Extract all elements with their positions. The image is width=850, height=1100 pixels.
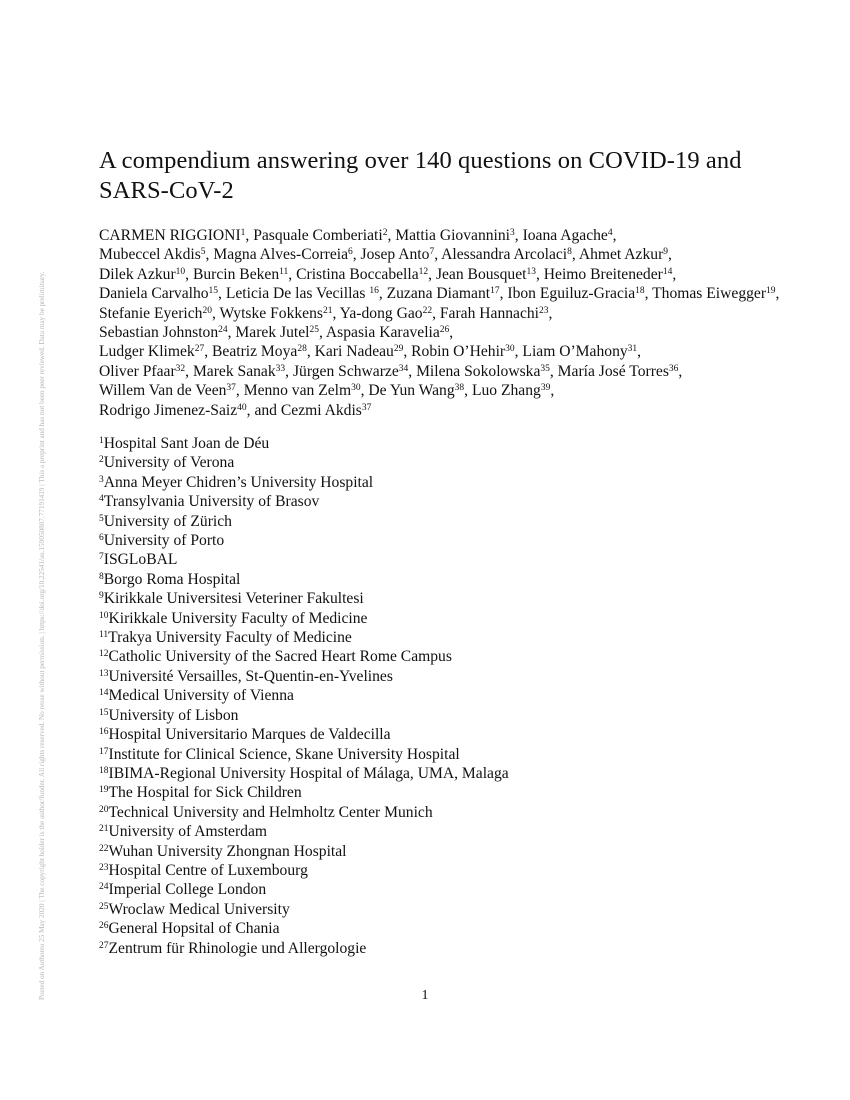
author-name: Daniela Carvalho <box>99 285 209 303</box>
author-separator: , <box>464 382 472 400</box>
author-line <box>99 323 799 342</box>
author-separator: , <box>549 362 558 380</box>
title-line-1: A compendium answering over 140 questions on COVID-19 and <box>99 147 742 174</box>
side-watermark <box>30 140 46 1000</box>
author-name: Leticia De las Vecillas <box>225 285 370 303</box>
affiliation-name: Wuhan University Zhongnan Hospital <box>108 842 347 860</box>
affiliation-marker: 8 <box>567 247 572 258</box>
affiliation-marker: 21 <box>322 305 333 316</box>
author-separator: , <box>775 285 780 303</box>
author-separator: , <box>678 362 683 380</box>
author-line <box>99 381 799 400</box>
affiliation-number: 11 <box>99 630 109 641</box>
affiliation-number: 1 <box>99 436 104 446</box>
author-separator: , <box>285 362 293 380</box>
affiliation-marker: 1 <box>240 228 246 238</box>
affiliation-number: 4 <box>99 494 104 505</box>
affiliation-name: University of Amsterdam <box>108 823 268 841</box>
affiliation-number: 26 <box>99 921 109 932</box>
affiliation-item <box>99 803 799 822</box>
affiliation-name: IBIMA-Regional University Hospital of Málaga, UMA, Malaga <box>108 764 509 782</box>
affiliation-number: 16 <box>99 727 109 738</box>
affiliation-marker: 9 <box>663 247 669 258</box>
affiliation-name: Hospital Sant Joan de Déu <box>103 435 270 452</box>
author-separator: , <box>637 343 642 361</box>
affiliation-item <box>99 725 799 744</box>
author-separator: , <box>288 265 297 283</box>
author-name: Beatriz Moya <box>212 343 298 361</box>
author-name: Marek Jutel <box>235 324 310 342</box>
author-name: Cristina Boccabella <box>296 265 419 283</box>
author-name: Zuzana Diamant <box>386 285 491 303</box>
author-separator: , <box>612 227 617 244</box>
affiliation-name: University of Porto <box>103 532 225 550</box>
affiliation-item <box>99 531 799 550</box>
affiliation-number: 3 <box>99 474 104 485</box>
author-separator: , <box>204 343 212 361</box>
author-name: Willem Van de Veen <box>99 382 227 400</box>
affiliation-item <box>99 512 799 531</box>
affiliation-item <box>99 473 799 492</box>
affiliation-marker: 33 <box>275 363 286 374</box>
author-separator: , <box>499 285 508 303</box>
author-separator: , <box>408 362 417 380</box>
affiliation-name: University of Zürich <box>103 512 232 530</box>
affiliation-marker: 6 <box>348 247 353 258</box>
affiliation-item <box>99 861 799 880</box>
affiliation-number: 20 <box>99 804 109 815</box>
affiliation-name: Hospital Universitario Marques de Valdecilla <box>108 726 391 744</box>
author-name: Wytske Fokkens <box>219 304 323 322</box>
affiliation-marker: 5 <box>200 247 206 258</box>
affiliation-name: Technical University and Helmholtz Center Munich <box>108 803 433 821</box>
affiliation-marker: 37 <box>361 402 372 413</box>
affiliation-item <box>99 706 799 725</box>
affiliation-marker: 7 <box>429 247 435 258</box>
affiliation-number: 15 <box>99 707 109 718</box>
author-name: Aspasia Karavelia <box>325 324 440 342</box>
affiliation-marker: 15 <box>208 286 219 297</box>
affiliation-marker: 12 <box>418 266 429 277</box>
author-separator: , <box>218 285 226 303</box>
author-separator: , <box>245 227 254 244</box>
affiliation-marker: 34 <box>398 363 409 374</box>
author-separator: , <box>360 382 369 400</box>
author-name: Luo Zhang <box>471 382 541 400</box>
affiliation-number: 2 <box>99 455 104 466</box>
affiliation-item <box>99 647 799 666</box>
author-line <box>99 226 799 245</box>
affiliation-name: Zentrum für Rhinologie und Allergologie <box>108 939 367 957</box>
affiliation-item <box>99 589 799 608</box>
author-name: Thomas Eiwegger <box>652 285 767 303</box>
author-name: Ibon Eguiluz-Gracia <box>507 285 636 303</box>
affiliation-item <box>99 900 799 919</box>
affiliation-item <box>99 453 799 472</box>
author-name: Marek Sanak <box>192 362 276 380</box>
affiliation-number: 6 <box>99 533 104 544</box>
affiliation-name: ISGLoBAL <box>103 551 178 569</box>
author-name: CARMEN RIGGIONI <box>99 227 241 244</box>
affiliation-marker: 14 <box>662 266 673 277</box>
affiliation-marker: 26 <box>439 325 450 336</box>
affiliation-item <box>99 939 799 958</box>
author-separator: , <box>306 343 315 361</box>
author-name: María José Torres <box>557 362 669 380</box>
affiliation-marker: 30 <box>505 344 515 355</box>
affiliation-name: Hospital Centre of Luxembourg <box>108 861 308 879</box>
author-name: Milena Sokolowska <box>416 362 541 380</box>
affiliation-marker: 35 <box>540 363 550 374</box>
affiliation-marker: 16 <box>369 286 379 297</box>
author-separator: , <box>185 362 193 380</box>
affiliation-name: Medical University of Vienna <box>108 687 294 705</box>
affiliation-item <box>99 434 799 453</box>
affiliation-marker: 3 <box>510 228 515 238</box>
author-name: Burcin Beken <box>192 265 280 283</box>
affiliation-marker: 29 <box>393 344 404 355</box>
author-name: Ahmet Azkur <box>578 246 664 264</box>
author-name: Heimo Breiteneder <box>543 265 663 283</box>
affiliation-marker: 32 <box>175 363 186 374</box>
author-name: Mattia Giovannini <box>395 227 511 244</box>
author-name: Magna Alves-Correia <box>213 246 348 264</box>
author-separator: , <box>668 246 672 264</box>
side-watermark-text: Posted on Authorea 25 May 2020 | The copyright holder is the author/funder. All rights reserved. No reuse without permission. | https://doi.org/10.22541/au.159050807.77191419 | This a preprint and has not been peer reviewed. Data may be preliminary. <box>38 271 46 1000</box>
affiliation-item <box>99 783 799 802</box>
author-separator: , <box>378 285 387 303</box>
affiliation-name: The Hospital for Sick Children <box>108 784 302 802</box>
author-list <box>99 226 799 420</box>
affiliation-number: 9 <box>99 591 104 602</box>
author-separator: , <box>644 285 653 303</box>
affiliation-marker: 37 <box>226 383 236 394</box>
affiliation-number: 13 <box>99 668 109 679</box>
affiliation-item <box>99 609 799 628</box>
affiliation-name: University of Verona <box>103 454 235 472</box>
affiliation-name: Kirikkale Universitesi Veteriner Fakultesi <box>103 590 364 608</box>
author-separator: , <box>318 324 326 342</box>
paper-title <box>99 146 789 206</box>
affiliation-name: University of Lisbon <box>108 706 239 724</box>
author-line <box>99 304 799 323</box>
author-separator: , <box>432 304 440 322</box>
author-separator: , <box>211 304 220 322</box>
author-separator: , <box>550 382 555 400</box>
author-name: Sebastian Johnston <box>99 324 219 342</box>
affiliation-name: Université Versailles, St-Quentin-en-Yvelines <box>108 667 393 685</box>
author-name: Ya-dong Gao <box>339 304 423 322</box>
title-line-2: SARS-CoV-2 <box>99 177 234 204</box>
author-name: Jean Bousquet <box>435 265 527 283</box>
affiliation-name: General Hopsital of Chania <box>108 920 280 938</box>
affiliation-marker: 20 <box>202 305 212 316</box>
author-name: Liam O’Mahony <box>522 343 628 361</box>
affiliation-marker: 13 <box>526 266 536 277</box>
affiliation-item <box>99 842 799 861</box>
affiliation-marker: 28 <box>297 344 307 355</box>
author-name: Alessandra Arcolaci <box>441 246 568 264</box>
affiliation-number: 27 <box>99 940 109 951</box>
author-separator: , <box>514 343 523 361</box>
affiliation-marker: 18 <box>635 286 645 297</box>
affiliation-number: 5 <box>99 513 104 524</box>
affiliation-marker: 38 <box>454 383 465 394</box>
affiliation-item <box>99 550 799 569</box>
affiliation-number: 18 <box>99 765 109 776</box>
author-name: Pasquale Comberiati <box>253 227 383 244</box>
affiliation-marker: 17 <box>490 286 500 297</box>
affiliation-marker: 24 <box>218 325 228 336</box>
affiliation-item <box>99 745 799 764</box>
affiliation-number: 10 <box>99 610 109 621</box>
affiliation-item <box>99 822 799 841</box>
affiliation-number: 8 <box>99 571 104 582</box>
affiliation-item <box>99 919 799 938</box>
affiliation-name: Anna Meyer Chidren’s University Hospital <box>103 473 374 491</box>
affiliation-name: Catholic University of the Sacred Heart Rome Campus <box>108 648 452 666</box>
affiliation-name: Wroclaw Medical University <box>108 900 290 918</box>
author-name: Farah Hannachi <box>439 304 540 322</box>
author-name: Josep Anto <box>360 246 430 264</box>
author-separator: , <box>403 343 412 361</box>
affiliation-name: Borgo Roma Hospital <box>103 570 241 588</box>
affiliation-number: 24 <box>99 882 109 893</box>
author-separator: , <box>434 246 442 264</box>
affiliation-list <box>99 434 799 958</box>
affiliation-name: Imperial College London <box>108 881 267 899</box>
author-separator: , <box>352 246 361 264</box>
affiliation-marker: 31 <box>627 344 638 355</box>
affiliation-marker: 36 <box>668 363 679 374</box>
author-separator: , <box>235 382 244 400</box>
author-name: Mubeccel Akdis <box>99 246 201 264</box>
author-line <box>99 362 799 381</box>
author-separator: , <box>387 227 396 244</box>
author-line <box>99 265 799 284</box>
affiliation-item <box>99 686 799 705</box>
author-name: Rodrigo Jimenez-Saiz <box>99 401 238 419</box>
affiliation-item <box>99 764 799 783</box>
author-line <box>99 401 799 420</box>
author-name: Kari Nadeau <box>314 343 394 361</box>
author-name: Ioana Agache <box>522 227 608 244</box>
author-separator: , <box>227 324 236 342</box>
author-separator: , <box>571 246 579 264</box>
affiliation-number: 25 <box>99 901 109 912</box>
affiliation-marker: 19 <box>766 286 776 297</box>
affiliation-marker: 4 <box>607 228 613 238</box>
affiliation-number: 17 <box>99 746 109 757</box>
affiliation-name: Institute for Clinical Science, Skane University Hospital <box>108 745 460 763</box>
affiliation-item <box>99 628 799 647</box>
author-separator: , <box>185 265 193 283</box>
affiliation-item <box>99 492 799 511</box>
author-line <box>99 245 799 264</box>
author-separator: , <box>535 265 544 283</box>
affiliation-marker: 2 <box>382 228 388 238</box>
author-separator: , <box>449 324 454 342</box>
affiliation-marker: 40 <box>237 402 247 413</box>
affiliation-marker: 11 <box>279 266 289 277</box>
affiliation-marker: 22 <box>422 305 433 316</box>
affiliation-number: 21 <box>99 824 109 835</box>
author-name: Oliver Pfaar <box>99 362 176 380</box>
affiliation-marker: 39 <box>540 383 551 394</box>
affiliation-marker: 25 <box>309 325 319 336</box>
affiliation-marker: 30 <box>351 383 361 394</box>
author-name: Menno van Zelm <box>243 382 352 400</box>
author-name: Stefanie Eyerich <box>99 304 203 322</box>
author-name: Jürgen Schwarze <box>292 362 399 380</box>
page-number: 1 <box>421 988 429 1003</box>
affiliation-number: 7 <box>99 552 104 563</box>
affiliation-marker: 27 <box>194 344 205 355</box>
author-separator: , <box>672 265 677 283</box>
affiliation-name: Trakya University Faculty of Medicine <box>108 629 352 647</box>
affiliation-number: 14 <box>99 688 109 699</box>
author-separator: , <box>428 265 436 283</box>
affiliation-marker: 10 <box>175 266 186 277</box>
author-name: De Yun Wang <box>368 382 455 400</box>
author-separator: , <box>548 304 553 322</box>
affiliation-name: Transylvania University of Brasov <box>103 493 320 511</box>
author-name: Cezmi Akdis <box>280 401 362 419</box>
affiliation-number: 19 <box>99 785 109 796</box>
author-name: Dilek Azkur <box>99 265 176 283</box>
affiliation-item <box>99 667 799 686</box>
affiliation-item <box>99 880 799 899</box>
author-separator: , <box>332 304 340 322</box>
author-separator: , <box>205 246 214 264</box>
author-line <box>99 342 799 361</box>
affiliation-number: 12 <box>99 649 109 660</box>
affiliation-number: 23 <box>99 862 109 873</box>
affiliation-name: Kirikkale University Faculty of Medicine <box>108 609 368 627</box>
affiliation-item <box>99 570 799 589</box>
affiliation-number: 22 <box>99 843 109 854</box>
affiliation-marker: 23 <box>539 305 549 316</box>
author-separator: , and <box>246 401 281 419</box>
author-name: Ludger Klimek <box>99 343 195 361</box>
author-name: Robin O’Hehir <box>411 343 506 361</box>
author-separator: , <box>514 227 523 244</box>
author-line <box>99 284 799 303</box>
